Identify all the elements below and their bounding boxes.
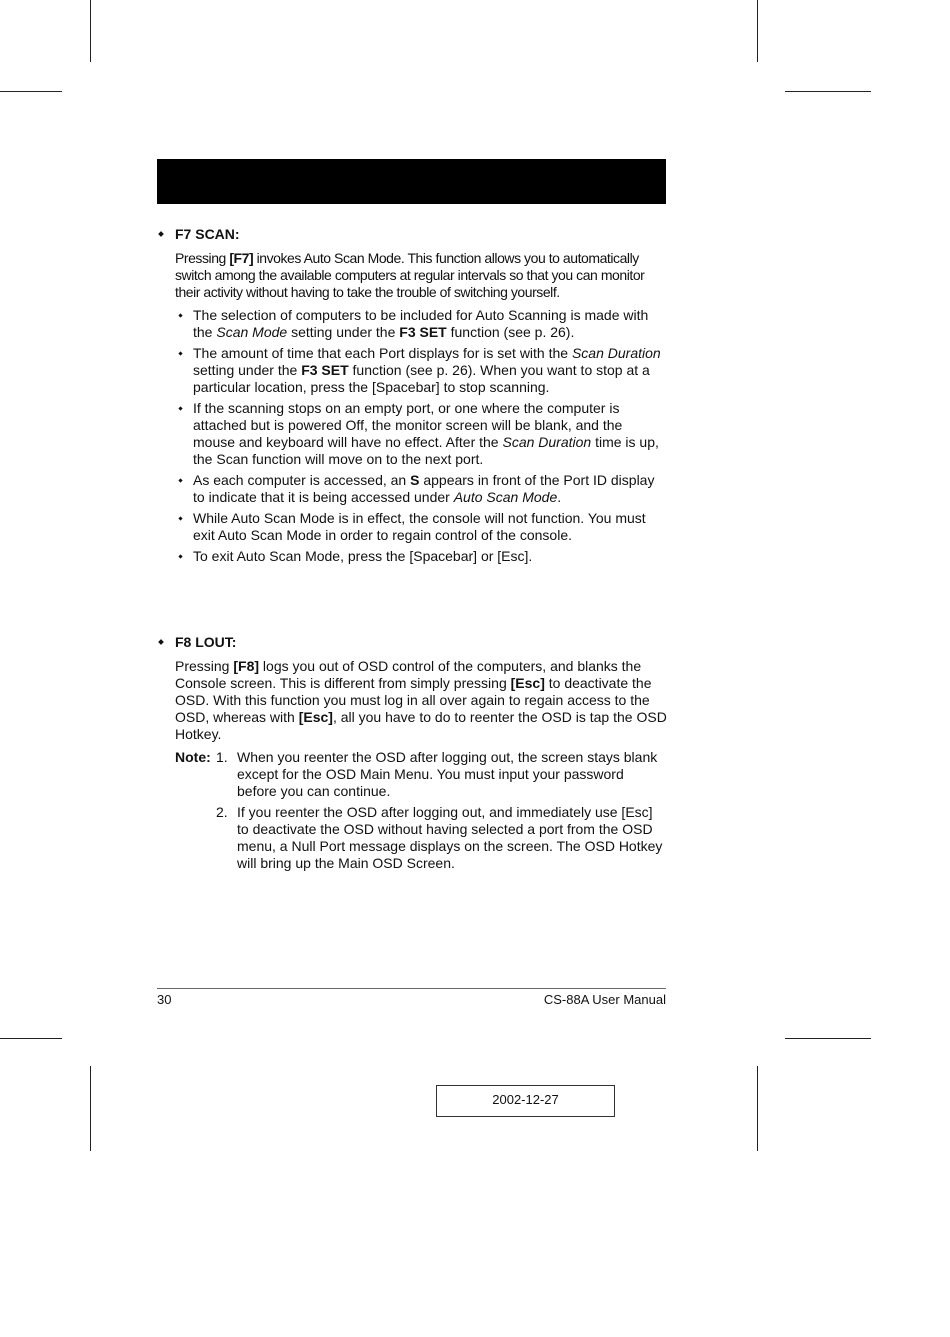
text-run: While Auto Scan Mode is in effect, the console will not function. You must exit Auto Scan Mode in order to regain control of the console.: [193, 510, 646, 543]
list-item: [157, 400, 667, 468]
crop-mark: [0, 1038, 62, 1039]
text-run: Pressing: [175, 658, 234, 674]
text-run: To exit Auto Scan Mode, press the [Spacebar] or [Esc].: [193, 548, 533, 564]
text-run: appears in front of the Port ID display to indicate that it is being accessed under: [193, 472, 655, 505]
page-content: [157, 226, 667, 876]
footer-divider: [157, 988, 666, 989]
setting-name: Scan Mode: [216, 324, 288, 340]
crop-mark: [0, 91, 62, 92]
text-run: Pressing: [175, 250, 230, 266]
diamond-bullet-icon: [178, 516, 182, 520]
note-label: Note:: [175, 749, 211, 765]
text-run: , all you have to do to reenter the OSD is tap the OSD Hotkey.: [175, 709, 667, 742]
key-label: [Esc]: [510, 675, 545, 691]
text-run: If the scanning stops on an empty port, or one where the computer is attached but is powered Off, the monitor screen will be blank, and the mouse and keyboard will have no effect. After the: [193, 400, 623, 450]
f7-bullet-list: [157, 307, 667, 565]
manual-title: CS-88A User Manual: [543, 992, 666, 1007]
setting-name: Scan Duration: [571, 345, 661, 361]
text-run: setting under the: [193, 362, 302, 378]
text-run: time is up, the Scan function will move on to the next port.: [193, 434, 659, 467]
list-item: [157, 472, 667, 506]
key-label: [Esc]: [298, 709, 333, 725]
note-item: [157, 804, 667, 872]
crop-mark: [757, 0, 758, 62]
diamond-bullet-icon: [178, 478, 182, 482]
list-item: [157, 307, 667, 341]
diamond-bullet-icon: [178, 554, 182, 558]
text-run: logs you out of OSD control of the computers, and blanks the Console screen. This is different from simply pressing: [175, 658, 642, 691]
note-item: [157, 749, 667, 800]
diamond-bullet-icon: [158, 639, 164, 645]
list-item: [157, 345, 667, 396]
section-title: F8 LOUT:: [175, 634, 237, 650]
function-name: F3 SET: [301, 362, 349, 378]
text-run: function (see p. 26). When you want to stop at a particular location, press the [Spacebar] to stop scanning.: [193, 362, 650, 395]
key-label: [F8]: [233, 658, 260, 674]
diamond-bullet-icon: [178, 313, 182, 317]
list-item: [157, 510, 667, 544]
note-number: 1.: [216, 749, 228, 765]
crop-mark: [90, 0, 91, 62]
note-text: When you reenter the OSD after logging out, the screen stays blank except for the OSD Main Menu. You must input your password before you can continue.: [237, 749, 658, 799]
key-label: [F7]: [229, 250, 254, 266]
text-run: to deactivate the OSD. With this function you must log in all over again to regain access to the OSD, whereas with: [175, 675, 652, 725]
crop-mark: [90, 1066, 91, 1151]
list-item: [157, 548, 667, 565]
section-heading-f7: [157, 226, 667, 243]
print-date-box: 2002-12-27: [436, 1085, 615, 1117]
setting-name: Scan Duration: [502, 434, 592, 450]
f8-intro-paragraph: [175, 658, 667, 743]
text-run: As each computer is accessed, an: [193, 472, 411, 488]
section-title: F7 SCAN:: [175, 226, 240, 242]
text-run: setting under the: [287, 324, 400, 340]
f7-intro-paragraph: [175, 250, 667, 301]
text-run: function (see p. 26).: [446, 324, 575, 340]
text-run: The selection of computers to be included for Auto Scanning is made with the: [193, 307, 649, 340]
crop-mark: [757, 1066, 758, 1151]
crop-mark: [785, 91, 871, 92]
note-text: If you reenter the OSD after logging out, and immediately use [Esc] to deactivate the OSD without having selected a port from the OSD menu, a Null Port message displays on the screen. The OSD Hotkey will bring up the Main OSD Screen.: [237, 804, 663, 871]
diamond-bullet-icon: [178, 406, 182, 410]
function-name: F3 SET: [399, 324, 447, 340]
scan-indicator: S: [410, 472, 420, 488]
note-number: 2.: [216, 804, 228, 820]
text-run: The amount of time that each Port displays for is set with the: [193, 345, 572, 361]
diamond-bullet-icon: [178, 351, 182, 355]
diamond-bullet-icon: [158, 231, 164, 237]
section-heading-f8: [157, 634, 667, 651]
mode-name: Auto Scan Mode: [453, 489, 558, 505]
crop-mark: [785, 1038, 871, 1039]
text-run: .: [557, 489, 562, 505]
page-number: 30: [157, 992, 172, 1007]
chapter-header-bar: [157, 159, 666, 204]
text-run: invokes Auto Scan Mode. This function allows you to automatically switch among the available computers at regular intervals so that you can monitor their activity without having to take the trouble of switching yourself.: [175, 250, 645, 300]
